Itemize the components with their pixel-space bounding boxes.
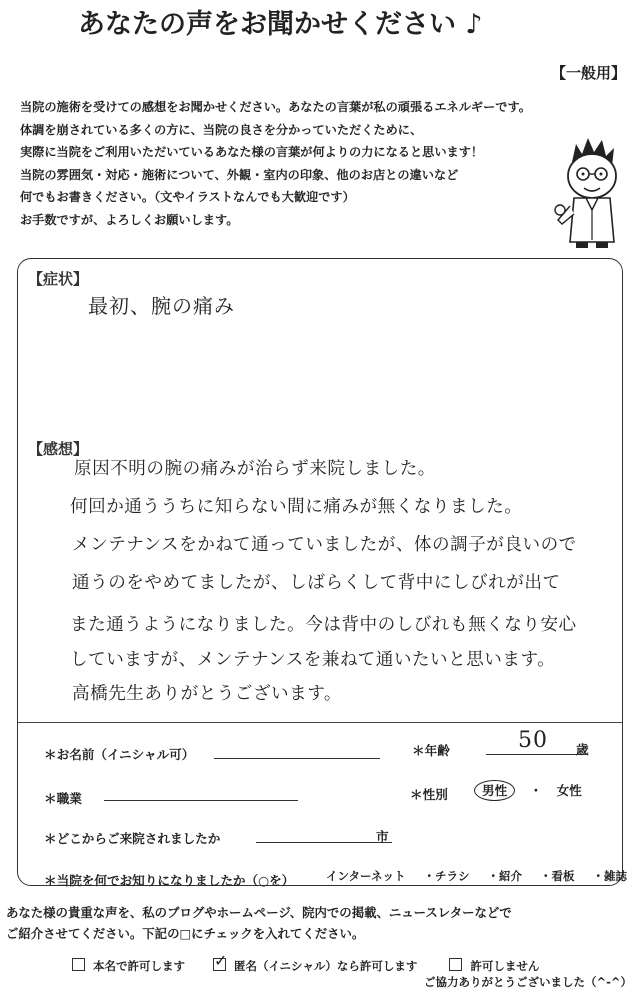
impression-line: メンテナンスをかねて通っていましたが、体の調子が良いので [72,535,577,555]
thanks-text: ご協力ありがとうございました（^-^） [423,975,632,989]
form-type-tag: 【一般用】 [550,64,626,82]
job-field[interactable] [104,800,298,801]
intro-line: 当院の雰囲気・対応・施術について、外観・室内の印象、他のお店との違いなど [20,167,459,182]
footer-line: ご紹介させてください。下記の□にチェックを入れてください。 [6,926,365,941]
gender-female[interactable]: 女性 [556,783,582,798]
intro-line: 当院の施術を受けての感想をお聞かせください。あなたの言葉が私の頑張るエネルギーです。 [20,100,531,114]
intro-line: 何でもお書きください。（文やイラストなんでも大歓迎です） [20,190,355,205]
opt-anonymous-label: 匿名（イニシャル）なら許可します [234,959,418,973]
check-icon: ✓ [214,951,228,970]
page-title: あなたの声をお聞かせください ♪ [78,9,483,40]
source-magazine[interactable]: ・雑誌 [592,869,628,883]
intro-line: お手数ですが、よろしくお願いします。 [20,212,239,227]
from-label: ＊どこからご来院されましたか [44,831,221,846]
age-field[interactable] [486,754,586,755]
symptom-label: 【症状】 [28,270,89,288]
impression-line: 原因不明の腕の痛みが治らず来院しました。 [74,459,436,479]
impression-line: また通うようになりました。今は背中のしびれも無くなり安心 [70,615,577,635]
impression-line: 高橋先生ありがとうございます。 [72,684,342,704]
impression-line: 通うのをやめてましたが、しばらくして背中にしびれが出て [72,573,561,593]
gender-label: ＊性別 [410,787,448,802]
intro-line: 実際に当院をご利用いただいているあなた様の言葉が何よりの力になると思います！ [20,145,484,160]
gender-options [474,780,582,799]
impression-line: 何回か通ううちに知らない間に痛みが無くなりました。 [70,497,523,517]
age-value: 50 [518,728,548,753]
source-signboard[interactable]: ・看板 [540,869,575,883]
gender-male-circled[interactable]: 男性 [474,780,515,801]
intro-line: 体調を崩されている多くの方に、当院の良さを分かっていただくために、 [20,122,423,137]
opt-real-name-label: 本名で許可します [93,959,185,973]
name-field[interactable] [214,758,380,759]
footer-line: あなた様の貴重な声を、私のブログやホームページ、院内での掲載、ニュースレターなどで [6,905,512,920]
source-options [326,868,627,884]
checkbox-anonymous[interactable] [213,951,228,971]
source-label: ＊当院を何でお知りになりましたか（○を） [44,873,295,888]
impression-label: 【感想】 [28,440,89,458]
permission-options [72,951,540,974]
footer-text [6,902,512,944]
checkbox-real-name[interactable] [72,958,85,971]
name-label: ＊お名前（イニシャル可） [44,747,195,762]
city-unit: 市 [376,829,389,844]
gender-separator: ・ [529,783,543,798]
form-divider [18,722,622,723]
opt-decline-label: 許可しません [470,959,540,973]
intro-text [20,96,531,232]
impression-line: していますが、メンテナンスを兼ねて通いたいと思います。 [70,650,556,670]
doctor-mascot-illustration [552,132,630,252]
source-referral[interactable]: ・紹介 [487,869,522,883]
age-label: ＊年齢 [412,743,450,758]
symptom-answer: 最初、腕の痛み [88,294,235,318]
source-flyer[interactable]: ・チラシ [423,869,470,883]
age-unit: 歳 [576,742,589,757]
from-field[interactable] [256,842,392,843]
checkbox-decline[interactable] [449,958,462,971]
job-label: ＊職業 [44,791,82,806]
source-internet[interactable]: インターネット [326,869,406,883]
